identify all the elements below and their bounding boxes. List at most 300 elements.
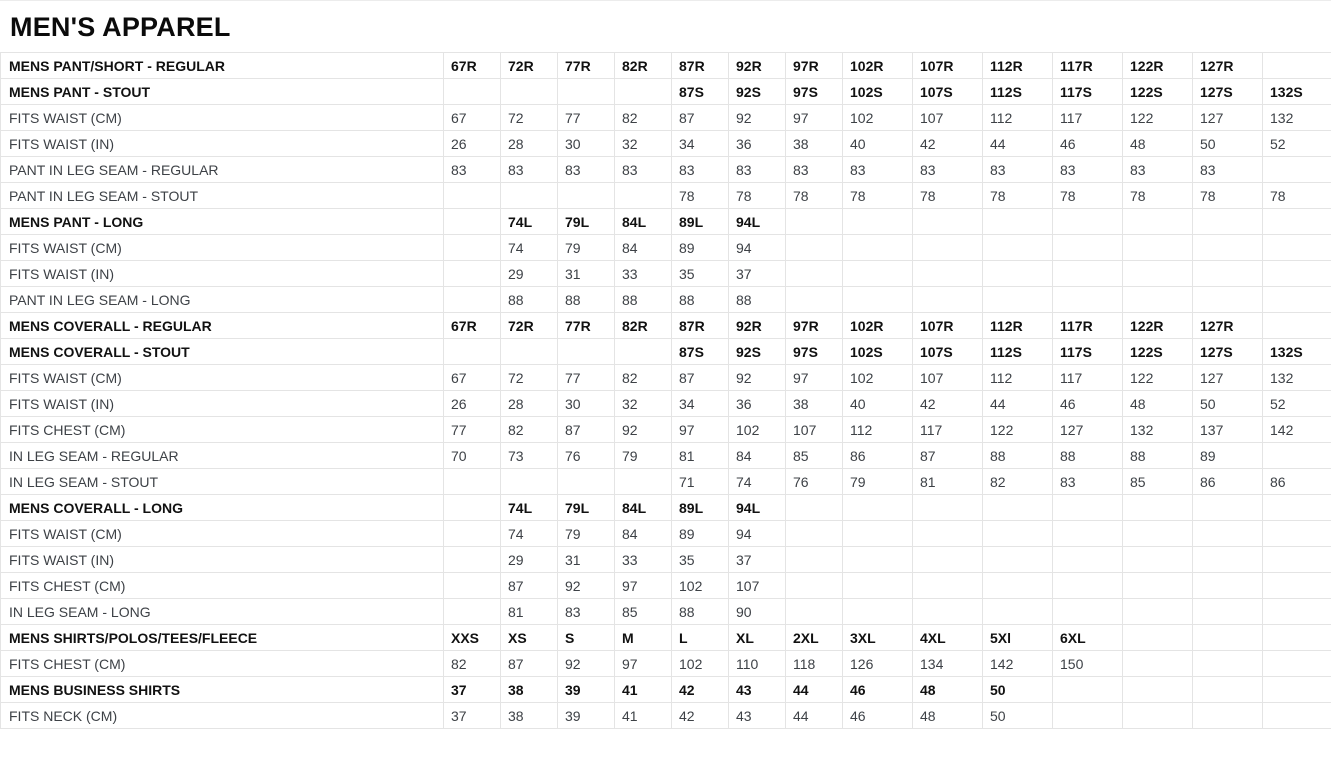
table-row xyxy=(1,391,1331,417)
size-value-cell xyxy=(1053,677,1123,703)
row-label: FITS WAIST (IN) xyxy=(1,131,444,157)
size-value-cell xyxy=(1123,235,1193,261)
size-value-cell xyxy=(786,521,843,547)
size-value-cell: 88 xyxy=(615,287,672,313)
size-value-cell xyxy=(983,235,1053,261)
size-value-cell: 78 xyxy=(786,183,843,209)
size-value-cell: 102R xyxy=(843,313,913,339)
size-value-cell: 31 xyxy=(558,547,615,573)
size-value-cell: 132 xyxy=(1263,365,1331,391)
size-value-cell xyxy=(444,209,501,235)
size-value-cell: 42 xyxy=(672,703,729,729)
size-value-cell: 84L xyxy=(615,495,672,521)
size-value-cell: 77 xyxy=(558,105,615,131)
size-value-cell: 67 xyxy=(444,365,501,391)
size-value-cell: 83 xyxy=(558,157,615,183)
table-row xyxy=(1,703,1331,729)
size-value-cell xyxy=(1123,703,1193,729)
size-value-cell: 122R xyxy=(1123,313,1193,339)
size-value-cell: 81 xyxy=(501,599,558,625)
size-value-cell: 74 xyxy=(729,469,786,495)
size-value-cell: 38 xyxy=(501,677,558,703)
size-value-cell: 112S xyxy=(983,79,1053,105)
size-value-cell: 94 xyxy=(729,235,786,261)
size-value-cell: 35 xyxy=(672,261,729,287)
size-value-cell: 48 xyxy=(1123,391,1193,417)
size-value-cell: 76 xyxy=(786,469,843,495)
table-row xyxy=(1,417,1331,443)
size-value-cell xyxy=(501,79,558,105)
size-value-cell xyxy=(1263,443,1331,469)
size-value-cell: 87 xyxy=(672,365,729,391)
size-value-cell: 46 xyxy=(1053,131,1123,157)
size-value-cell: 30 xyxy=(558,391,615,417)
size-value-cell: 88 xyxy=(672,599,729,625)
size-value-cell: 4XL xyxy=(913,625,983,651)
size-value-cell xyxy=(1263,495,1331,521)
size-value-cell xyxy=(983,495,1053,521)
size-value-cell: 78 xyxy=(983,183,1053,209)
size-value-cell: 86 xyxy=(1193,469,1263,495)
table-row xyxy=(1,209,1331,235)
table-row xyxy=(1,313,1331,339)
size-value-cell: 85 xyxy=(786,443,843,469)
size-value-cell: 79 xyxy=(843,469,913,495)
size-value-cell xyxy=(1263,651,1331,677)
size-value-cell xyxy=(1263,261,1331,287)
size-value-cell: 42 xyxy=(672,677,729,703)
size-value-cell: 122 xyxy=(1123,105,1193,131)
table-row xyxy=(1,79,1331,105)
size-value-cell xyxy=(1053,573,1123,599)
size-value-cell: 37 xyxy=(729,547,786,573)
size-value-cell: 82 xyxy=(501,417,558,443)
size-value-cell: 132 xyxy=(1263,105,1331,131)
size-value-cell xyxy=(558,183,615,209)
size-value-cell: 41 xyxy=(615,677,672,703)
size-value-cell: 87 xyxy=(501,573,558,599)
size-value-cell: 122R xyxy=(1123,53,1193,79)
size-value-cell xyxy=(983,261,1053,287)
row-label: MENS PANT - STOUT xyxy=(1,79,444,105)
size-value-cell: 74 xyxy=(501,521,558,547)
size-value-cell: 97 xyxy=(672,417,729,443)
size-value-cell: 83 xyxy=(1123,157,1193,183)
size-value-cell xyxy=(501,183,558,209)
size-value-cell: 102S xyxy=(843,79,913,105)
size-value-cell xyxy=(913,261,983,287)
size-value-cell: 83 xyxy=(1053,469,1123,495)
size-value-cell xyxy=(913,573,983,599)
table-row xyxy=(1,183,1331,209)
size-value-cell: 112 xyxy=(983,365,1053,391)
size-value-cell: 77R xyxy=(558,53,615,79)
table-row xyxy=(1,495,1331,521)
size-value-cell xyxy=(1193,625,1263,651)
size-value-cell: 83 xyxy=(729,157,786,183)
size-value-cell: 127S xyxy=(1193,339,1263,365)
size-value-cell: 88 xyxy=(558,287,615,313)
size-value-cell: 83 xyxy=(843,157,913,183)
size-value-cell: 122S xyxy=(1123,339,1193,365)
size-value-cell: 44 xyxy=(786,703,843,729)
size-value-cell xyxy=(1123,677,1193,703)
size-value-cell: 117 xyxy=(1053,365,1123,391)
size-value-cell: 78 xyxy=(1053,183,1123,209)
size-value-cell: 39 xyxy=(558,677,615,703)
size-value-cell: 83 xyxy=(1193,157,1263,183)
size-value-cell xyxy=(983,573,1053,599)
size-value-cell xyxy=(444,599,501,625)
size-value-cell xyxy=(1263,313,1331,339)
size-value-cell: 34 xyxy=(672,391,729,417)
size-value-cell xyxy=(913,287,983,313)
row-label: FITS WAIST (CM) xyxy=(1,521,444,547)
size-value-cell: 112R xyxy=(983,313,1053,339)
size-value-cell: 89L xyxy=(672,209,729,235)
size-value-cell: 67R xyxy=(444,313,501,339)
size-value-cell xyxy=(913,521,983,547)
size-value-cell xyxy=(913,495,983,521)
table-row xyxy=(1,131,1331,157)
size-value-cell: 117S xyxy=(1053,79,1123,105)
size-value-cell xyxy=(615,79,672,105)
row-label: MENS PANT/SHORT - REGULAR xyxy=(1,53,444,79)
size-value-cell: 88 xyxy=(672,287,729,313)
size-value-cell: 83 xyxy=(501,157,558,183)
size-value-cell xyxy=(843,261,913,287)
size-value-cell: 84 xyxy=(729,443,786,469)
table-row xyxy=(1,469,1331,495)
size-value-cell: 77R xyxy=(558,313,615,339)
size-value-cell xyxy=(1263,677,1331,703)
size-value-cell xyxy=(1123,287,1193,313)
size-value-cell xyxy=(786,495,843,521)
size-value-cell: 43 xyxy=(729,703,786,729)
table-row xyxy=(1,235,1331,261)
size-value-cell xyxy=(558,79,615,105)
size-value-cell: 78 xyxy=(672,183,729,209)
size-value-cell: 78 xyxy=(1263,183,1331,209)
size-value-cell: 92S xyxy=(729,79,786,105)
table-row xyxy=(1,287,1331,313)
size-value-cell: 117R xyxy=(1053,53,1123,79)
size-value-cell xyxy=(1053,209,1123,235)
size-value-cell xyxy=(1263,547,1331,573)
size-value-cell xyxy=(983,209,1053,235)
size-value-cell xyxy=(501,339,558,365)
size-value-cell xyxy=(444,469,501,495)
size-value-cell xyxy=(1263,625,1331,651)
size-value-cell: 102 xyxy=(843,365,913,391)
size-value-cell: 79L xyxy=(558,209,615,235)
size-value-cell: 126 xyxy=(843,651,913,677)
row-label: MENS PANT - LONG xyxy=(1,209,444,235)
table-row xyxy=(1,365,1331,391)
row-label: IN LEG SEAM - REGULAR xyxy=(1,443,444,469)
size-value-cell: 38 xyxy=(501,703,558,729)
size-value-cell: 132 xyxy=(1123,417,1193,443)
size-value-cell: 94L xyxy=(729,209,786,235)
size-value-cell: 74L xyxy=(501,495,558,521)
size-value-cell xyxy=(444,339,501,365)
size-value-cell: 92S xyxy=(729,339,786,365)
size-value-cell: 39 xyxy=(558,703,615,729)
size-value-cell: 29 xyxy=(501,547,558,573)
size-value-cell: 84L xyxy=(615,209,672,235)
size-value-cell: 72 xyxy=(501,105,558,131)
size-value-cell: 72 xyxy=(501,365,558,391)
row-label: PANT IN LEG SEAM - STOUT xyxy=(1,183,444,209)
size-value-cell: 82 xyxy=(615,365,672,391)
size-value-cell xyxy=(1193,287,1263,313)
size-value-cell: 81 xyxy=(672,443,729,469)
size-value-cell: 87 xyxy=(558,417,615,443)
size-value-cell: 40 xyxy=(843,131,913,157)
size-value-cell: L xyxy=(672,625,729,651)
size-value-cell: 102R xyxy=(843,53,913,79)
size-value-cell: 89L xyxy=(672,495,729,521)
size-value-cell xyxy=(786,261,843,287)
size-value-cell: 83 xyxy=(983,157,1053,183)
size-value-cell: 88 xyxy=(501,287,558,313)
size-value-cell xyxy=(1193,573,1263,599)
size-value-cell: 82R xyxy=(615,53,672,79)
size-value-cell: 26 xyxy=(444,391,501,417)
size-value-cell: XL xyxy=(729,625,786,651)
row-label: FITS WAIST (IN) xyxy=(1,547,444,573)
size-value-cell xyxy=(444,547,501,573)
size-value-cell xyxy=(444,79,501,105)
size-value-cell: 78 xyxy=(843,183,913,209)
size-value-cell xyxy=(843,521,913,547)
size-value-cell xyxy=(1053,495,1123,521)
size-value-cell xyxy=(913,209,983,235)
size-value-cell: 137 xyxy=(1193,417,1263,443)
size-value-cell: 85 xyxy=(1123,469,1193,495)
size-value-cell xyxy=(913,599,983,625)
size-value-cell: 32 xyxy=(615,391,672,417)
size-value-cell: 33 xyxy=(615,547,672,573)
size-value-cell xyxy=(1193,261,1263,287)
size-value-cell xyxy=(558,469,615,495)
size-value-cell xyxy=(843,547,913,573)
size-value-cell xyxy=(843,573,913,599)
size-value-cell: 79 xyxy=(615,443,672,469)
size-value-cell xyxy=(786,599,843,625)
size-value-cell: 50 xyxy=(983,677,1053,703)
size-value-cell: 92 xyxy=(558,573,615,599)
size-value-cell: 112 xyxy=(843,417,913,443)
size-value-cell: 102 xyxy=(672,573,729,599)
size-value-cell: 127 xyxy=(1053,417,1123,443)
size-value-cell: 127S xyxy=(1193,79,1263,105)
size-value-cell: 88 xyxy=(983,443,1053,469)
row-label: MENS COVERALL - REGULAR xyxy=(1,313,444,339)
size-value-cell: 87R xyxy=(672,313,729,339)
size-value-cell: 107S xyxy=(913,339,983,365)
row-label: MENS COVERALL - STOUT xyxy=(1,339,444,365)
size-value-cell: 118 xyxy=(786,651,843,677)
size-value-cell: 88 xyxy=(729,287,786,313)
size-value-cell: 86 xyxy=(1263,469,1331,495)
size-value-cell: 37 xyxy=(729,261,786,287)
size-value-cell xyxy=(444,261,501,287)
size-value-cell xyxy=(501,469,558,495)
size-value-cell: 122 xyxy=(983,417,1053,443)
size-value-cell: 97S xyxy=(786,79,843,105)
size-value-cell: 78 xyxy=(729,183,786,209)
size-value-cell: 70 xyxy=(444,443,501,469)
size-value-cell: 82 xyxy=(444,651,501,677)
table-row xyxy=(1,599,1331,625)
size-value-cell: 102 xyxy=(729,417,786,443)
size-value-cell: 107 xyxy=(786,417,843,443)
row-label: FITS WAIST (CM) xyxy=(1,365,444,391)
size-value-cell: 89 xyxy=(1193,443,1263,469)
page-title: MEN'S APPAREL xyxy=(10,12,231,42)
size-value-cell xyxy=(1053,547,1123,573)
size-value-cell: S xyxy=(558,625,615,651)
size-value-cell xyxy=(615,469,672,495)
size-value-cell xyxy=(983,547,1053,573)
row-label: MENS SHIRTS/POLOS/TEES/FLEECE xyxy=(1,625,444,651)
size-value-cell: 107R xyxy=(913,313,983,339)
size-value-cell xyxy=(1263,53,1331,79)
size-value-cell: 92 xyxy=(729,105,786,131)
size-value-cell xyxy=(1123,651,1193,677)
size-value-cell: 38 xyxy=(786,131,843,157)
size-value-cell: 71 xyxy=(672,469,729,495)
size-value-cell xyxy=(1123,599,1193,625)
table-row xyxy=(1,339,1331,365)
size-value-cell xyxy=(1263,209,1331,235)
size-value-cell: 110 xyxy=(729,651,786,677)
size-value-cell: 122 xyxy=(1123,365,1193,391)
size-value-cell: 142 xyxy=(983,651,1053,677)
size-value-cell: 112S xyxy=(983,339,1053,365)
size-value-cell: 46 xyxy=(843,703,913,729)
size-value-cell: 46 xyxy=(1053,391,1123,417)
size-chart-table xyxy=(0,52,1331,729)
size-value-cell: 87 xyxy=(672,105,729,131)
table-row xyxy=(1,261,1331,287)
size-value-cell: 92 xyxy=(729,365,786,391)
size-value-cell: 48 xyxy=(913,677,983,703)
size-value-cell: 48 xyxy=(1123,131,1193,157)
size-value-cell: 117 xyxy=(913,417,983,443)
size-value-cell: 36 xyxy=(729,391,786,417)
size-value-cell xyxy=(615,183,672,209)
size-value-cell: 97 xyxy=(786,365,843,391)
size-value-cell: 92 xyxy=(615,417,672,443)
size-value-cell xyxy=(843,495,913,521)
row-label: IN LEG SEAM - LONG xyxy=(1,599,444,625)
size-value-cell: 97R xyxy=(786,313,843,339)
size-value-cell: 112R xyxy=(983,53,1053,79)
size-value-cell: 32 xyxy=(615,131,672,157)
size-value-cell: 37 xyxy=(444,677,501,703)
size-value-cell: 102 xyxy=(843,105,913,131)
size-value-cell xyxy=(786,235,843,261)
size-value-cell xyxy=(1263,703,1331,729)
size-value-cell: 87S xyxy=(672,339,729,365)
size-value-cell xyxy=(1053,261,1123,287)
size-value-cell xyxy=(983,599,1053,625)
size-value-cell: 127R xyxy=(1193,53,1263,79)
row-label: MENS BUSINESS SHIRTS xyxy=(1,677,444,703)
size-value-cell: 5Xl xyxy=(983,625,1053,651)
size-value-cell: 97 xyxy=(786,105,843,131)
size-value-cell: 73 xyxy=(501,443,558,469)
size-value-cell: 83 xyxy=(615,157,672,183)
row-label: FITS WAIST (CM) xyxy=(1,235,444,261)
size-value-cell: 87 xyxy=(913,443,983,469)
size-value-cell: 134 xyxy=(913,651,983,677)
size-value-cell xyxy=(1193,547,1263,573)
size-value-cell xyxy=(1053,521,1123,547)
size-value-cell: 72R xyxy=(501,313,558,339)
size-value-cell: 97S xyxy=(786,339,843,365)
size-value-cell: 30 xyxy=(558,131,615,157)
size-value-cell: 37 xyxy=(444,703,501,729)
size-value-cell: 78 xyxy=(913,183,983,209)
size-value-cell: 79 xyxy=(558,521,615,547)
size-value-cell xyxy=(558,339,615,365)
size-value-cell: 83 xyxy=(913,157,983,183)
size-value-cell: 82R xyxy=(615,313,672,339)
row-label: FITS CHEST (CM) xyxy=(1,417,444,443)
size-value-cell: 2XL xyxy=(786,625,843,651)
size-value-cell xyxy=(1193,235,1263,261)
size-value-cell: 38 xyxy=(786,391,843,417)
size-value-cell: XS xyxy=(501,625,558,651)
size-value-cell xyxy=(1263,157,1331,183)
size-value-cell: 50 xyxy=(983,703,1053,729)
size-value-cell xyxy=(1193,209,1263,235)
size-value-cell: 43 xyxy=(729,677,786,703)
table-row xyxy=(1,677,1331,703)
size-value-cell: 92R xyxy=(729,53,786,79)
table-row xyxy=(1,53,1331,79)
size-value-cell xyxy=(1263,287,1331,313)
row-label: FITS WAIST (IN) xyxy=(1,391,444,417)
size-value-cell: 127 xyxy=(1193,365,1263,391)
size-value-cell: 3XL xyxy=(843,625,913,651)
size-value-cell: 72R xyxy=(501,53,558,79)
row-label: MENS COVERALL - LONG xyxy=(1,495,444,521)
size-value-cell: 94 xyxy=(729,521,786,547)
size-value-cell xyxy=(1193,703,1263,729)
size-value-cell: 48 xyxy=(913,703,983,729)
size-value-cell xyxy=(983,287,1053,313)
size-value-cell: 132S xyxy=(1263,79,1331,105)
size-value-cell xyxy=(444,235,501,261)
table-row xyxy=(1,547,1331,573)
size-value-cell: 142 xyxy=(1263,417,1331,443)
size-value-cell xyxy=(444,495,501,521)
size-value-cell xyxy=(444,521,501,547)
size-value-cell: 117S xyxy=(1053,339,1123,365)
size-value-cell: 83 xyxy=(444,157,501,183)
size-value-cell: 97R xyxy=(786,53,843,79)
size-value-cell: 42 xyxy=(913,131,983,157)
size-value-cell: 127 xyxy=(1193,105,1263,131)
size-value-cell xyxy=(983,521,1053,547)
row-label: PANT IN LEG SEAM - REGULAR xyxy=(1,157,444,183)
size-value-cell: 82 xyxy=(983,469,1053,495)
size-value-cell xyxy=(843,209,913,235)
